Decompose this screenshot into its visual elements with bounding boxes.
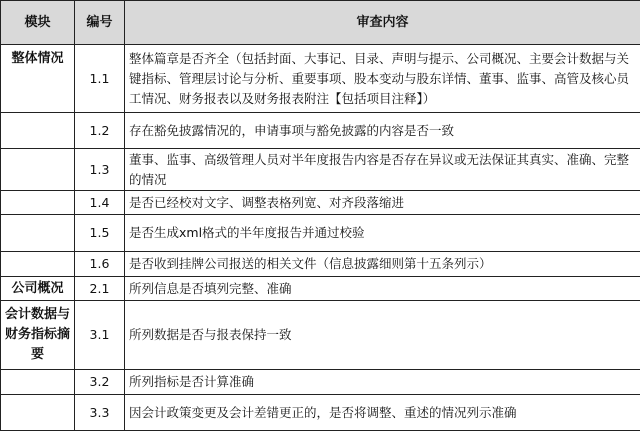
number-cell: 3.1 — [75, 301, 125, 370]
content-cell: 所列数据是否与报表保持一致 — [125, 301, 640, 370]
table-row — [1, 45, 640, 113]
table-row — [1, 370, 640, 395]
number-cell: 1.1 — [75, 45, 125, 113]
module-cell: 公司概况 — [1, 277, 75, 301]
number-cell: 2.1 — [75, 277, 125, 301]
module-cell — [1, 149, 75, 191]
number-cell: 3.2 — [75, 370, 125, 395]
module-cell — [1, 395, 75, 431]
module-cell — [1, 215, 75, 252]
table-row — [1, 395, 640, 431]
content-cell: 存在豁免披露情况的，申请事项与豁免披露的内容是否一致 — [125, 113, 640, 149]
module-cell — [1, 191, 75, 215]
table-row — [1, 149, 640, 191]
table-row — [1, 252, 640, 277]
content-cell: 因会计政策变更及会计差错更正的，是否将调整、重述的情况列示准确 — [125, 395, 640, 431]
table-row — [1, 277, 640, 301]
table-header-row — [1, 1, 640, 45]
content-cell: 所列信息是否填列完整、准确 — [125, 277, 640, 301]
module-cell: 整体情况 — [1, 45, 75, 113]
number-cell: 1.6 — [75, 252, 125, 277]
content-cell: 是否生成xml格式的半年度报告并通过校验 — [125, 215, 640, 252]
module-cell — [1, 370, 75, 395]
module-cell: 会计数据与财务指标摘要 — [1, 301, 75, 370]
content-cell: 整体篇章是否齐全（包括封面、大事记、目录、声明与提示、公司概况、主要会计数据与关键指标、管理层讨论与分析、重要事项、股本变动与股东详情、董事、监事、高管及核心员工情况、财务报表以及财务报表附注【包括项目注释】） — [125, 45, 640, 113]
header-module: 模块 — [1, 1, 75, 45]
table-row — [1, 113, 640, 149]
number-cell: 1.2 — [75, 113, 125, 149]
table-row — [1, 191, 640, 215]
number-cell: 1.3 — [75, 149, 125, 191]
header-content: 审查内容 — [125, 1, 640, 45]
table-row — [1, 215, 640, 252]
header-number: 编号 — [75, 1, 125, 45]
number-cell: 3.3 — [75, 395, 125, 431]
module-cell — [1, 252, 75, 277]
content-cell: 董事、监事、高级管理人员对半年度报告内容是否存在异议或无法保证其真实、准确、完整的情况 — [125, 149, 640, 191]
table-row — [1, 301, 640, 370]
number-cell: 1.5 — [75, 215, 125, 252]
content-cell: 是否已经校对文字、调整表格列宽、对齐段落缩进 — [125, 191, 640, 215]
module-cell — [1, 113, 75, 149]
content-cell: 所列指标是否计算准确 — [125, 370, 640, 395]
number-cell: 1.4 — [75, 191, 125, 215]
content-cell: 是否收到挂牌公司报送的相关文件（信息披露细则第十五条列示） — [125, 252, 640, 277]
